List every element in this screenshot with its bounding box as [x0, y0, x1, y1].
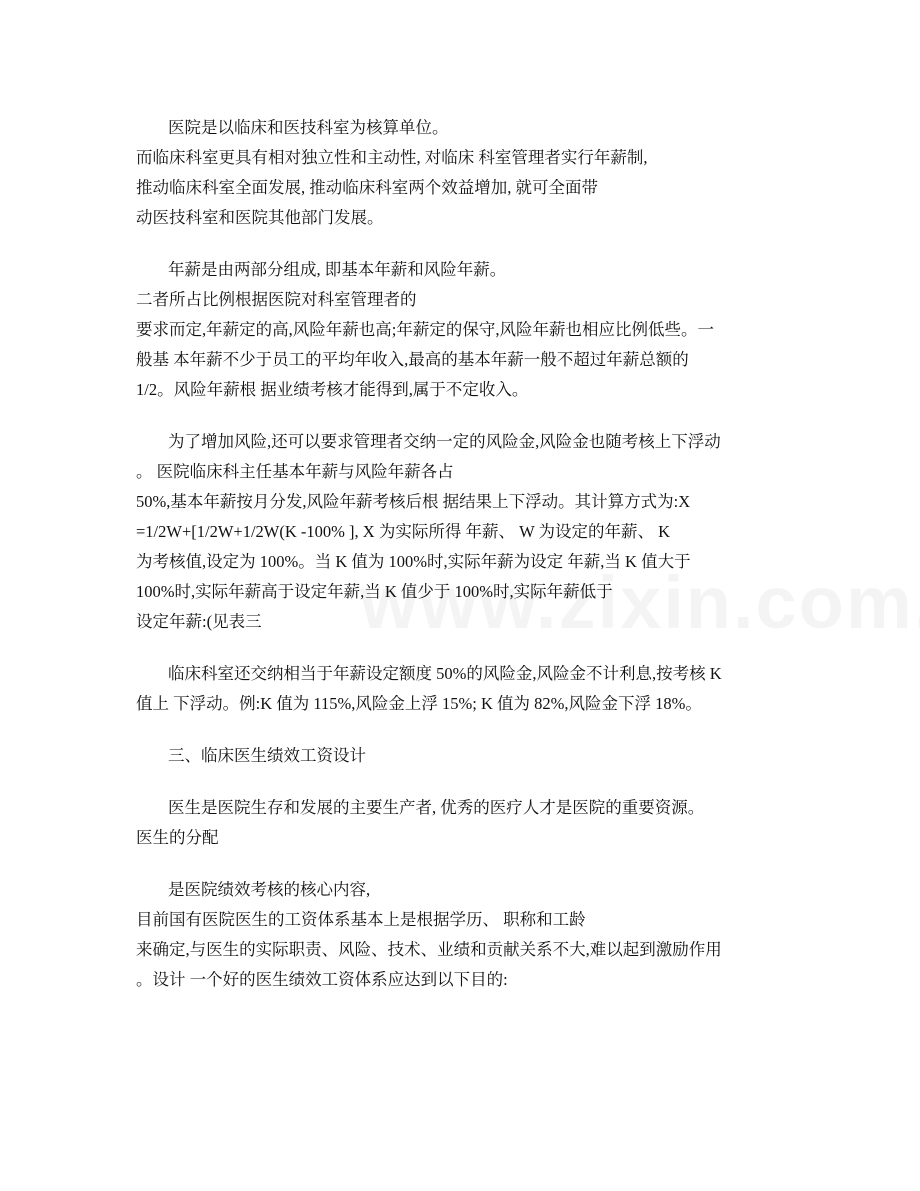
section-heading	[136, 741, 786, 771]
paragraph-risk-deposit	[136, 659, 786, 719]
text-line: 。 医院临床科主任基本年薪与风险年薪各占	[136, 462, 454, 481]
text-line: =1/2W+[1/2W+1/2W(K -100% ], X 为实际所得 年薪、 W 为设定的年薪、 K	[136, 522, 671, 541]
text-line: 医生是医院生存和发展的主要生产者, 优秀的医疗人才是医院的重要资源。	[168, 798, 705, 817]
text-line: 般基 本年薪不少于员工的平均年收入,最高的基本年薪一般不超过年薪总额的	[136, 350, 689, 369]
text-line: 医生的分配	[136, 828, 219, 847]
text-line: 来确定,与医生的实际职责、风险、技术、业绩和贡献关系不大,难以起到激励作用	[136, 940, 722, 959]
paragraph-performance-pay	[136, 875, 786, 995]
document-body	[136, 113, 786, 1017]
paragraph-risk-formula	[136, 427, 786, 637]
text-line: 1/2。风险年薪根 据业绩考核才能得到,属于不定收入。	[136, 380, 529, 399]
text-line: 100%时,实际年薪高于设定年薪,当 K 值少于 100%时,实际年薪低于	[136, 582, 613, 601]
text-line: 临床科室还交纳相当于年薪设定额度 50%的风险金,风险金不计利息,按考核 K	[168, 664, 722, 683]
text-line: 医院是以临床和医技科室为核算单位。	[168, 118, 449, 137]
text-line: 而临床科室更具有相对独立性和主动性, 对临床 科室管理者实行年薪制,	[136, 148, 648, 167]
text-line: 二者所占比例根据医院对科室管理者的	[136, 290, 417, 309]
paragraph-annual-salary	[136, 255, 786, 405]
text-line: 设定年薪:(见表三	[136, 612, 262, 631]
text-line: 50%,基本年薪按月分发,风险年薪考核后根 据结果上下浮动。其计算方式为:X	[136, 492, 691, 511]
text-line: 要求而定,年薪定的高,风险年薪也高;年薪定的保守,风险年薪也相应比例低些。一	[136, 320, 714, 339]
text-line: 值上 下浮动。例:K 值为 115%,风险金上浮 15%; K 值为 82%,风险金下浮 18%。	[136, 694, 702, 713]
text-line: 为了增加风险,还可以要求管理者交纳一定的风险金,风险金也随考核上下浮动	[168, 432, 721, 451]
text-line: 是医院绩效考核的核心内容,	[168, 880, 371, 899]
text-line: 。设计 一个好的医生绩效工资体系应达到以下目的:	[136, 970, 508, 989]
paragraph-doctors	[136, 793, 786, 853]
paragraph-accounting-unit	[136, 113, 786, 233]
text-line: 动医技科室和医院其他部门发展。	[136, 208, 384, 227]
heading-text: 三、临床医生绩效工资设计	[168, 746, 366, 765]
text-line: 为考核值,设定为 100%。当 K 值为 100%时,实际年薪为设定 年薪,当 K 值大于	[136, 552, 691, 571]
text-line: 目前国有医院医生的工资体系基本上是根据学历、 职称和工龄	[136, 910, 586, 929]
text-line: 年薪是由两部分组成, 即基本年薪和风险年薪。	[168, 260, 507, 279]
text-line: 推动临床科室全面发展, 推动临床科室两个效益增加, 就可全面带	[136, 178, 598, 197]
